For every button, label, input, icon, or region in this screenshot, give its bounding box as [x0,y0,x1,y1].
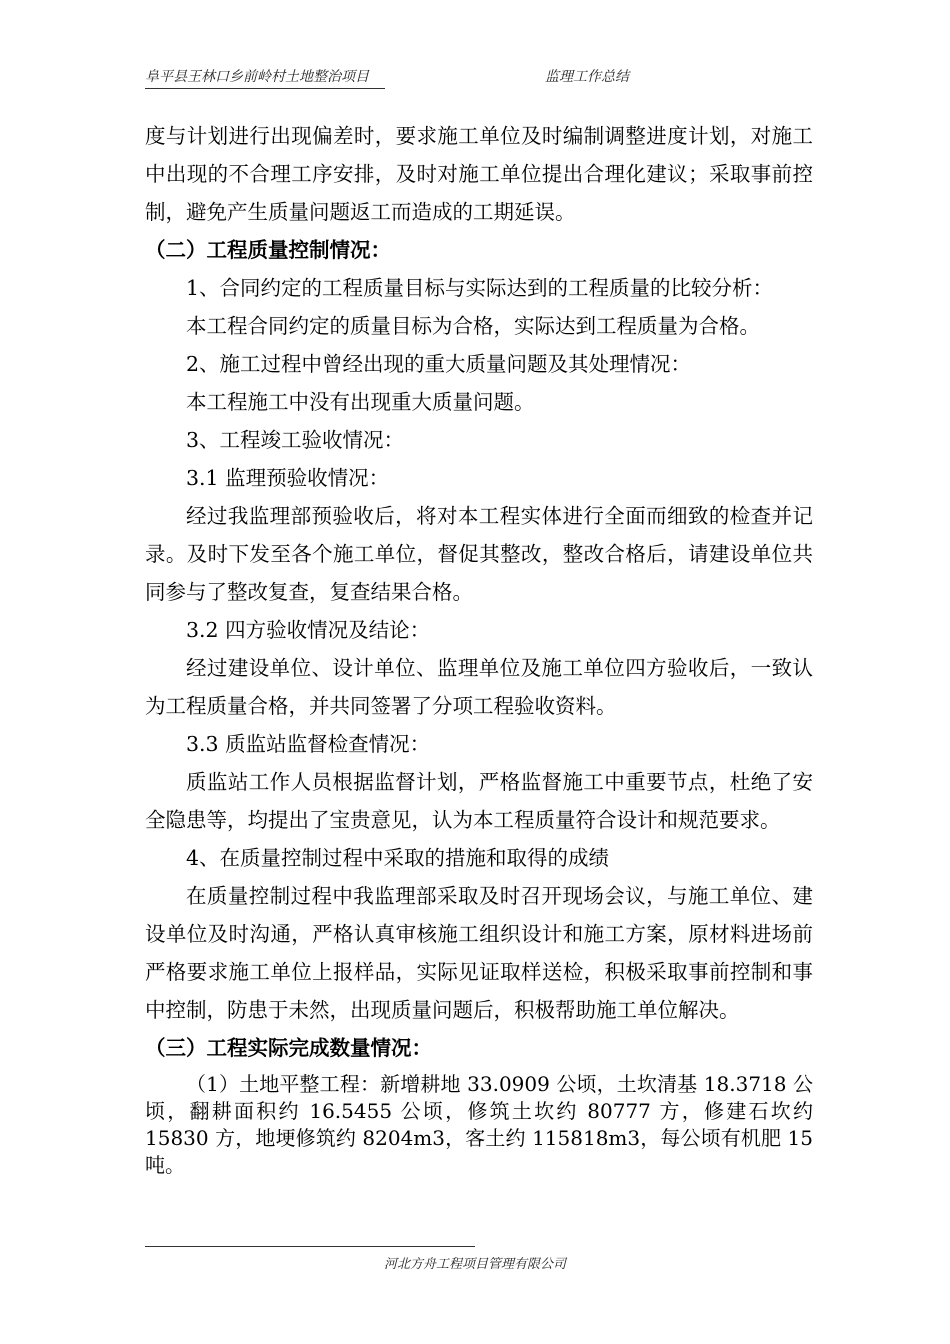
item-3-2-heading: 3.2 四方验收情况及结论： [186,618,431,642]
item-3-3-heading: 3.3 质监站监督检查情况： [186,732,431,756]
item-1-body: 本工程合同约定的质量目标为合格，实际达到工程质量为合格。 [186,314,760,338]
footer-rule [145,1246,475,1247]
page-footer-company: 河北方舟工程项目管理有限公司 [383,1257,566,1272]
item-2-body: 本工程施工中没有出现重大质量问题。 [186,390,535,414]
item-3-2-body: 经过建设单位、设计单位、监理单位及施工单位四方验收后，一致认为工程质量合格，并共同签署了分项工程验收资料。 [145,656,813,718]
page-header [145,66,805,86]
header-rule [145,88,385,89]
item-2-heading: 2、施工过程中曾经出现的重大质量问题及其处理情况： [186,352,692,376]
quantity-land-leveling: （1）土地平整工程：新增耕地 33.0909 公顷，土坎清基 18.3718 公顷，翻耕面积约 16.5455 公顷，修筑土坎约 80777 方，修建石坎约 15830 方，地埂修筑约 8204m3，客土约 115818m3，每公顷有机肥 15 吨。 [145,1072,813,1177]
header-project-name: 阜平县王林口乡前岭村土地整治项目 [145,69,369,85]
paragraph-schedule-continuation: 度与计划进行出现偏差时，要求施工单位及时编制调整进度计划，对施工中出现的不合理工序安排，及时对施工单位提出合理化建议；采取事前控制，避免产生质量问题返工而造成的工期延误。 [145,124,813,224]
section-heading-quality-control: （二）工程质量控制情况： [145,238,391,262]
header-doc-title: 监理工作总结 [545,69,629,85]
item-4-body: 在质量控制过程中我监理部采取及时召开现场会议，与施工单位、建设单位及时沟通，严格认真审核施工组织设计和施工方案，原材料进场前严格要求施工单位上报样品，实际见证取样送检，积极采取事前控制和事中控制，防患于未然，出现质量问题后，积极帮助施工单位解决。 [145,884,813,1022]
item-1-heading: 1、合同约定的工程质量目标与实际达到的工程质量的比较分析： [186,276,774,300]
item-3-1-body: 经过我监理部预验收后，将对本工程实体进行全面而细致的检查并记录。及时下发至各个施工单位，督促其整改，整改合格后，请建设单位共同参与了整改复查，复查结果合格。 [145,504,813,604]
item-3-heading: 3、工程竣工验收情况： [186,428,405,452]
item-3-1-heading: 3.1 监理预验收情况： [186,466,390,490]
item-4-heading: 4、在质量控制过程中采取的措施和取得的成绩 [186,846,610,870]
document-body [145,117,813,1179]
section-heading-quantities: （三）工程实际完成数量情况： [145,1036,432,1060]
item-3-3-body: 质监站工作人员根据监督计划，严格监督施工中重要节点，杜绝了安全隐患等，均提出了宝贵意见，认为本工程质量符合设计和规范要求。 [145,770,813,832]
